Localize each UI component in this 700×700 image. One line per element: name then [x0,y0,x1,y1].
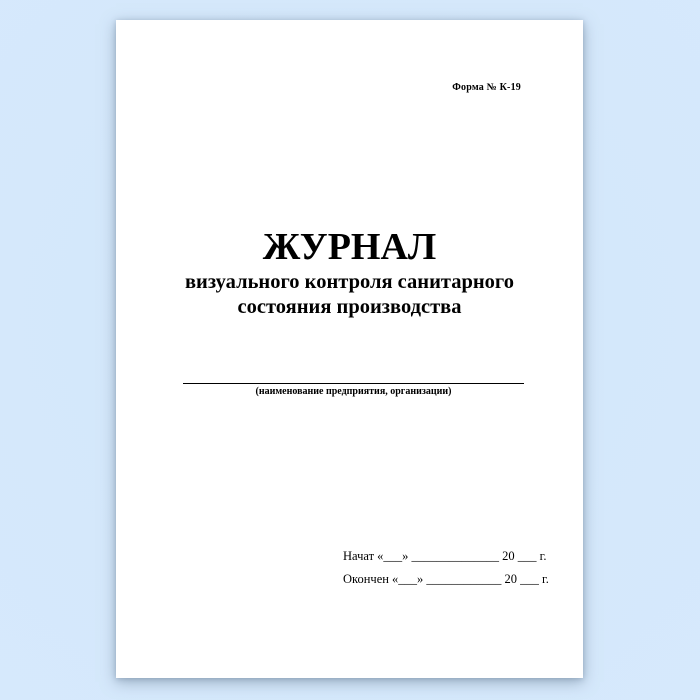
organization-name-rule [183,383,524,384]
journal-subtitle-line2: состояния производства [237,296,462,318]
journal-title: ЖУРНАЛ [262,226,437,268]
date-lines-block [343,545,549,591]
journal-subtitle [116,270,583,320]
form-number: Форма № К-19 [452,82,521,93]
document-page [116,20,583,678]
started-date-line: Начат «___» ______________ 20 ___ г. [343,549,547,563]
finished-date-line: Окончен «___» ____________ 20 ___ г. [343,572,549,586]
journal-subtitle-line1: визуального контроля санитарного [184,271,514,293]
organization-name-caption: (наименование предприятия, организации) [255,386,452,397]
